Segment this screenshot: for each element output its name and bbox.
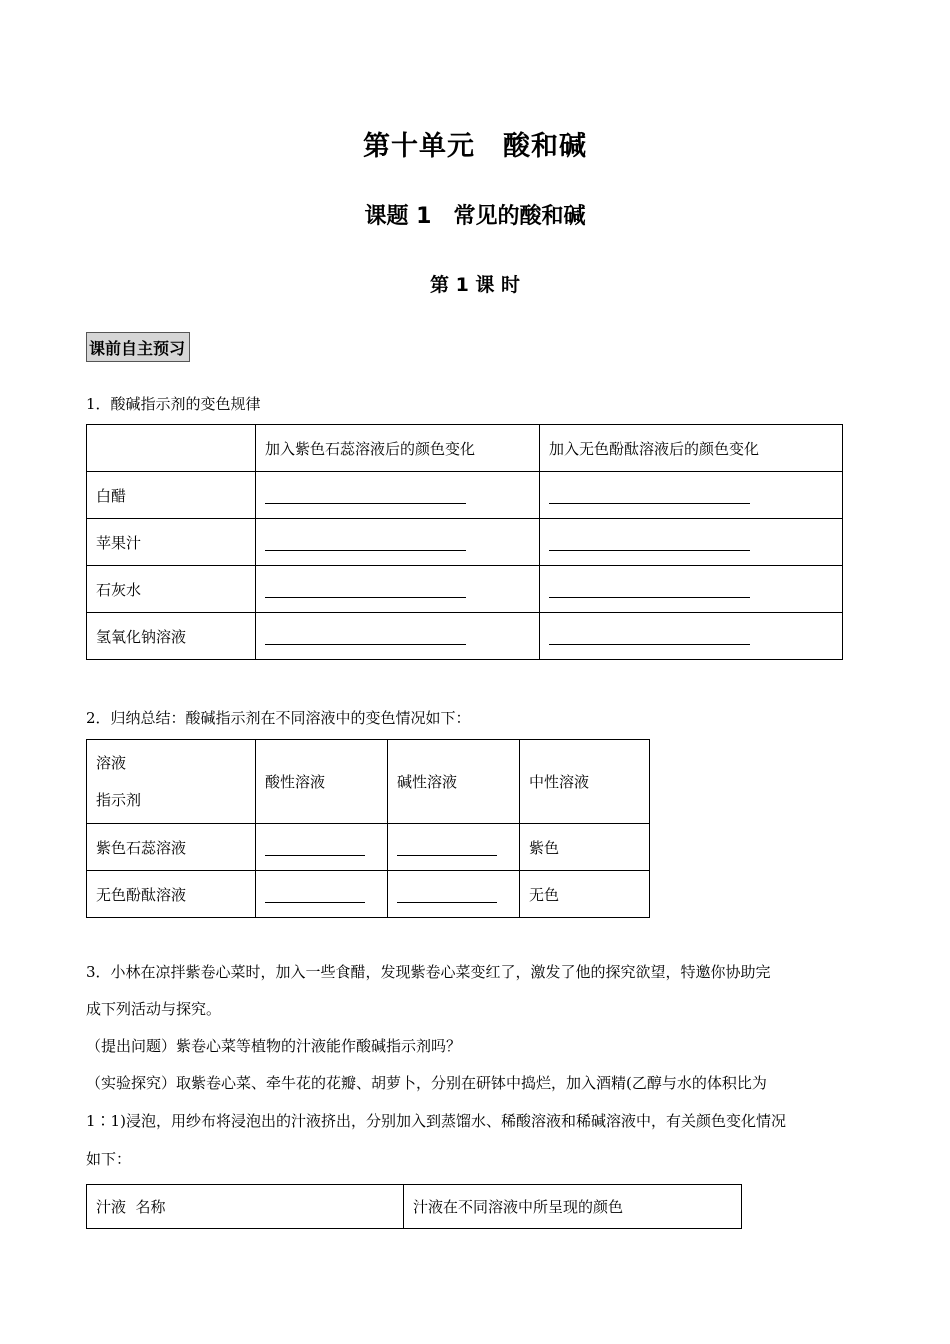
- question-3-line-6: 如下：: [86, 1150, 132, 1168]
- header-cell: 中性溶液: [520, 740, 650, 824]
- answer-cell: [256, 472, 540, 519]
- period-title: 第 1 课 时: [429, 274, 521, 296]
- corner-bottom-label: 指示剂: [96, 790, 142, 809]
- answer-cell: [256, 613, 540, 660]
- answer-blank[interactable]: [265, 489, 466, 504]
- question-3-line-4: （实验探究）取紫卷心菜、牵牛花的花瓣、胡萝卜，分别在研钵中捣烂，加入酒精(乙醇与水的体积比为: [86, 1074, 767, 1092]
- unit-title: 第十单元 酸和碱: [363, 131, 587, 162]
- table-row: [87, 472, 843, 519]
- question-3-line-3: （提出问题）紫卷心菜等植物的汁液能作酸碱指示剂吗？: [86, 1037, 462, 1055]
- indicator-table: [86, 424, 843, 660]
- table-row: [87, 824, 650, 871]
- header-cell: 碱性溶液: [388, 740, 520, 824]
- answer-blank[interactable]: [549, 630, 750, 645]
- answer-blank[interactable]: [265, 536, 466, 551]
- row-label: 白醋: [87, 472, 256, 519]
- answer-blank[interactable]: [397, 888, 497, 903]
- answer-blank[interactable]: [265, 630, 466, 645]
- answer-blank[interactable]: [549, 489, 750, 504]
- answer-cell: [540, 519, 843, 566]
- row-label: 无色酚酞溶液: [87, 871, 256, 918]
- question-3-line-1: 3．小林在凉拌紫卷心菜时，加入一些食醋，发现紫卷心菜变红了，激发了他的探究欲望，特邀你协助完: [86, 963, 771, 981]
- neutral-cell: 无色: [520, 871, 650, 918]
- answer-cell: [256, 871, 388, 918]
- answer-blank[interactable]: [265, 841, 365, 856]
- header-cell: 汁液 名称: [87, 1185, 404, 1229]
- row-label: 石灰水: [87, 566, 256, 613]
- corner-top-label: 溶液: [96, 753, 127, 772]
- table-row: [87, 566, 843, 613]
- table-row: [87, 519, 843, 566]
- table-header-row: [87, 425, 843, 472]
- question-3-line-2: 成下列活动与探究。: [86, 1000, 222, 1018]
- header-cell: 酸性溶液: [256, 740, 388, 824]
- answer-cell: [540, 613, 843, 660]
- table-row: [87, 613, 843, 660]
- header-cell: [87, 425, 256, 472]
- juice-table: [86, 1184, 742, 1229]
- corner-cell: [87, 740, 256, 824]
- question-1-text: 1．酸碱指示剂的变色规律: [86, 395, 261, 413]
- question-2-text: 2．归纳总结：酸碱指示剂在不同溶液中的变色情况如下：: [86, 709, 471, 727]
- header-cell: 汁液在不同溶液中所呈现的颜色: [404, 1185, 742, 1229]
- answer-cell: [540, 566, 843, 613]
- answer-cell: [256, 519, 540, 566]
- lesson-title: 课题 1 常见的酸和碱: [364, 204, 586, 229]
- summary-table: [86, 739, 650, 918]
- section-badge: 课前自主预习: [86, 332, 190, 362]
- answer-cell: [388, 824, 520, 871]
- answer-blank[interactable]: [397, 841, 497, 856]
- answer-cell: [256, 566, 540, 613]
- header-cell: 加入无色酚酞溶液后的颜色变化: [540, 425, 843, 472]
- question-3-line-5: 1∶1)浸泡，用纱布将浸泡出的汁液挤出，分别加入到蒸馏水、稀酸溶液和稀碱溶液中，有关颜色变化情况: [86, 1112, 786, 1130]
- answer-blank[interactable]: [549, 583, 750, 598]
- answer-blank[interactable]: [549, 536, 750, 551]
- table-header-row: [87, 740, 650, 824]
- row-label: 氢氧化钠溶液: [87, 613, 256, 660]
- answer-cell: [256, 824, 388, 871]
- header-cell: 加入紫色石蕊溶液后的颜色变化: [256, 425, 540, 472]
- table-row: [87, 871, 650, 918]
- neutral-cell: 紫色: [520, 824, 650, 871]
- row-label: 紫色石蕊溶液: [87, 824, 256, 871]
- answer-cell: [540, 472, 843, 519]
- answer-cell: [388, 871, 520, 918]
- table-header-row: [87, 1185, 742, 1229]
- answer-blank[interactable]: [265, 888, 365, 903]
- answer-blank[interactable]: [265, 583, 466, 598]
- row-label: 苹果汁: [87, 519, 256, 566]
